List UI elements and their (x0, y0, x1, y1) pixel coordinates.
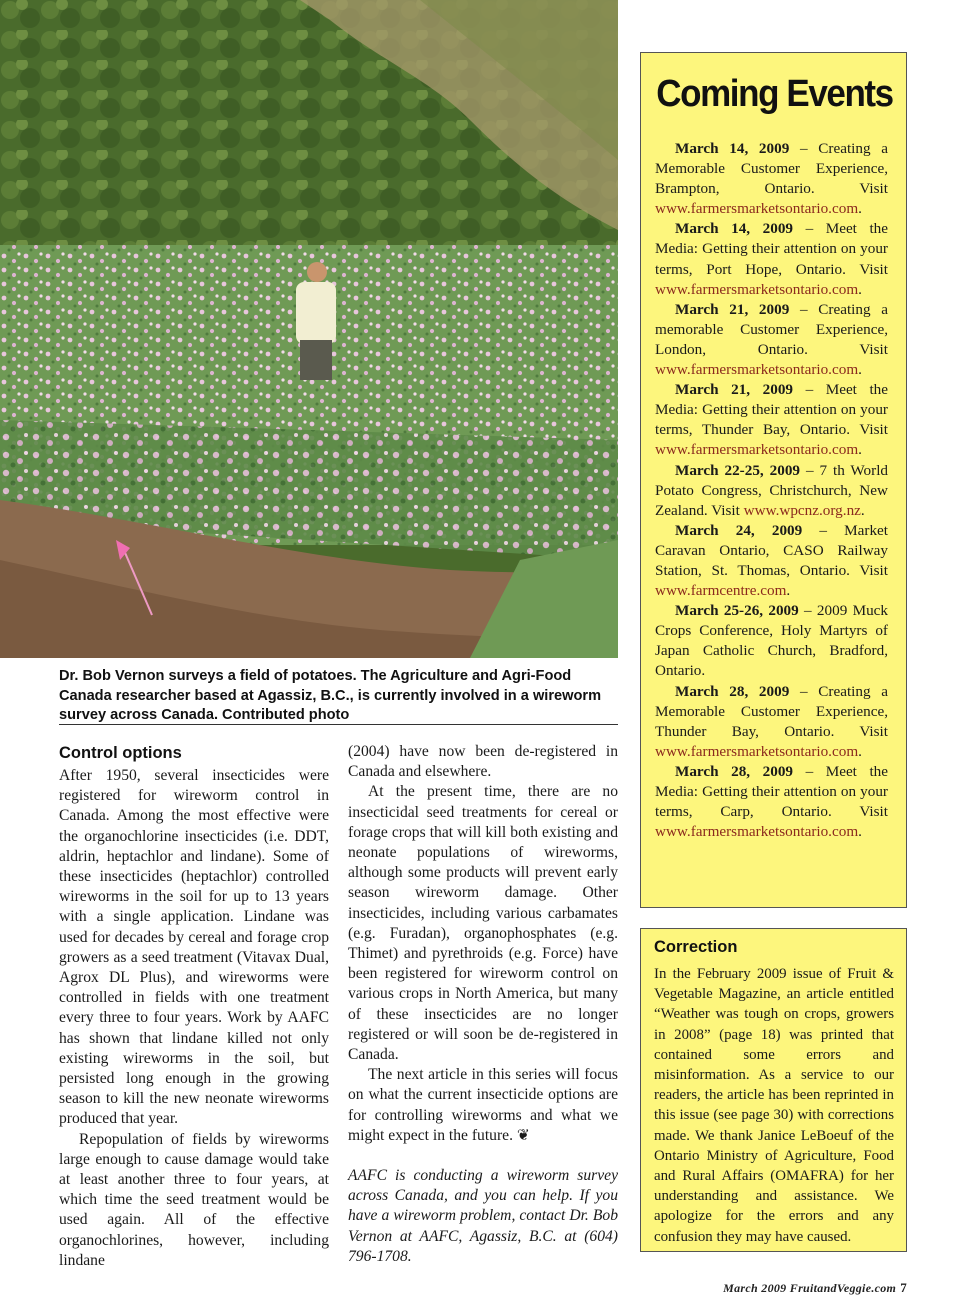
correction-text: In the February 2009 issue of Fruit & Vegetable Magazine, an article entitled “Weather was tough on crops, growers in 2008” (page 18) was printed that contained some errors and misinformation. As a service to our readers, the article has been reprinted in this issue (see page 30) with corrections made. We thank Janice LeBoeuf of the Ontario Ministry of Agriculture, Food and Rural Affairs (OMAFRA) for her understanding and assistance. We apologize for the errors and any confusion they may have caused. (654, 966, 894, 1245)
event-end: . (858, 280, 862, 298)
article-photo (0, 0, 618, 658)
photo-caption: Dr. Bob Vernon surveys a field of potatoes. The Agriculture and Agri-Food Canada researcher based at Agassiz, B.C., is currently involved in a wireworm survey across Canada. Contributed photo (59, 668, 602, 723)
article-column-2 (348, 742, 618, 1267)
event-item (655, 139, 888, 219)
event-date: March 28, 2009 (675, 682, 790, 700)
event-link[interactable]: www.wpcnz.org.nz (743, 501, 861, 519)
event-text: – 2009 Muck Crops Conference, Holy Martyrs of Japan Catholic Church, Bradford, Ontario. (655, 602, 888, 680)
event-date: March 28, 2009 (675, 762, 794, 780)
event-link[interactable]: www.farmersmarketsontario.com (655, 441, 859, 459)
paragraph: (2004) have now been de-registered in Canada and elsewhere. (348, 743, 618, 781)
section-heading: Control options (59, 744, 182, 762)
event-end: . (858, 361, 862, 379)
event-item (655, 521, 888, 601)
event-link[interactable]: www.farmersmarketsontario.com (655, 823, 859, 841)
survey-note: AAFC is conducting a wireworm survey across Canada, and you can help. If you have a wireworm problem, contact Dr. Bob Vernon at AAFC, Agassiz, B.C. at (604) 796-1708. (348, 1167, 618, 1265)
page-footer (723, 1280, 907, 1296)
coming-events-box (640, 52, 907, 908)
event-text: – Meet the Media: Getting their attention on your terms, Thunder Bay, Ontario. Visit (655, 381, 888, 439)
coming-events-title: Coming Events (656, 73, 893, 115)
event-item (655, 461, 888, 521)
event-date: March 14, 2009 (675, 140, 790, 157)
event-end: . (858, 742, 862, 760)
correction-box (640, 928, 907, 1252)
article-column-1 (59, 742, 329, 1271)
event-date: March 22-25, 2009 (675, 461, 801, 479)
event-item (655, 219, 888, 299)
event-link[interactable]: www.farmcentre.com (655, 582, 787, 600)
event-text: – Meet the Media: Getting their attention on your terms, Port Hope, Ontario. Visit (655, 220, 888, 278)
event-item (655, 380, 888, 460)
paragraph: At the present time, there are no insecticidal seed treatments for cereal or forage crops that will kill both existing and neonate populations of wireworms, although some products will prevent early season wireworm damage. Other insecticides, including various carbamates (e.g. Furadan), organophosphates (e.g. Thimet) and pyrethroids (e.g. Force) have been registered for wireworm control on various crops in North America, but many of these insecticides are no longer registered or will soon be de-registered in Canada. (348, 783, 618, 1064)
event-link[interactable]: www.farmersmarketsontario.com (655, 361, 859, 379)
event-text: – Creating a Memorable Customer Experience, Brampton, Ontario. Visit (655, 140, 888, 198)
events-list (655, 139, 888, 842)
issue-label: March 2009 FruitandVeggie.com (723, 1281, 897, 1295)
event-link[interactable]: www.farmersmarketsontario.com (655, 280, 859, 298)
event-end: . (786, 582, 791, 600)
man-shirt (296, 282, 336, 344)
event-text: – Creating a memorable Customer Experience, London, Ontario. Visit (655, 300, 888, 358)
event-text: – Market Caravan Ontario, CASO Railway Station, St. Thomas, Ontario. Visit (655, 521, 888, 579)
event-item (655, 300, 888, 380)
event-link[interactable]: www.farmersmarketsontario.com (655, 742, 859, 760)
event-link[interactable]: www.farmersmarketsontario.com (655, 200, 859, 218)
correction-title: Correction (654, 938, 738, 956)
event-date: March 25-26, 2009 (675, 602, 799, 620)
event-item (655, 682, 888, 762)
event-date: March 21, 2009 (675, 381, 794, 399)
paragraph: After 1950, several insecticides were registered for wireworm control in Canada. Among the most effective were the organochlorine insecticides (i.e. DDT, aldrin, heptachlor and lindane). Some of these insecticides (heptachlor) controlled wireworms in the soil for up to 13 years with a single application. Lindane was used for decades by cereal and forage crop growers as a seed treatment (Vitavax Dual, Agrox DL Plus), and wireworms were controlled in fields with one treatment every three to four years. Work by AAFC has shown that lindane killed not only existing wireworms in the soil, but persisted long enough in the growing season to kill the new neonate wireworms produced that year. (59, 767, 329, 1128)
event-end: . (858, 441, 862, 459)
event-text: – 7 th World Potato Congress, Christchurch, New Zealand. Visit (655, 461, 889, 519)
event-date: March 21, 2009 (675, 300, 790, 318)
event-date: March 14, 2009 (675, 220, 794, 238)
paragraph: Repopulation of fields by wireworms large enough to cause damage would take at least another three to four years, at which time the seed treatment would be used again. All of the effective organochlorines, however, including lindane (59, 1130, 329, 1269)
event-text: – Meet the Media: Getting their attention on your terms, Carp, Ontario. Visit (655, 762, 888, 821)
event-end: . (860, 501, 865, 519)
event-end: . (858, 823, 862, 841)
potato-field-photo (0, 0, 618, 658)
caption-divider (59, 724, 618, 725)
event-text: – Creating a Memorable Customer Experience, Thunder Bay, Ontario. Visit (655, 682, 888, 740)
event-item (655, 601, 888, 681)
paragraph: The next article in this series will focus on what the current insecticide options are for controlling wireworms and what we might expect in the future. ❦ (348, 1066, 618, 1144)
event-end: . (858, 200, 862, 218)
page-number: 7 (900, 1280, 907, 1295)
event-item (655, 762, 888, 842)
event-date: March 24, 2009 (675, 521, 803, 539)
